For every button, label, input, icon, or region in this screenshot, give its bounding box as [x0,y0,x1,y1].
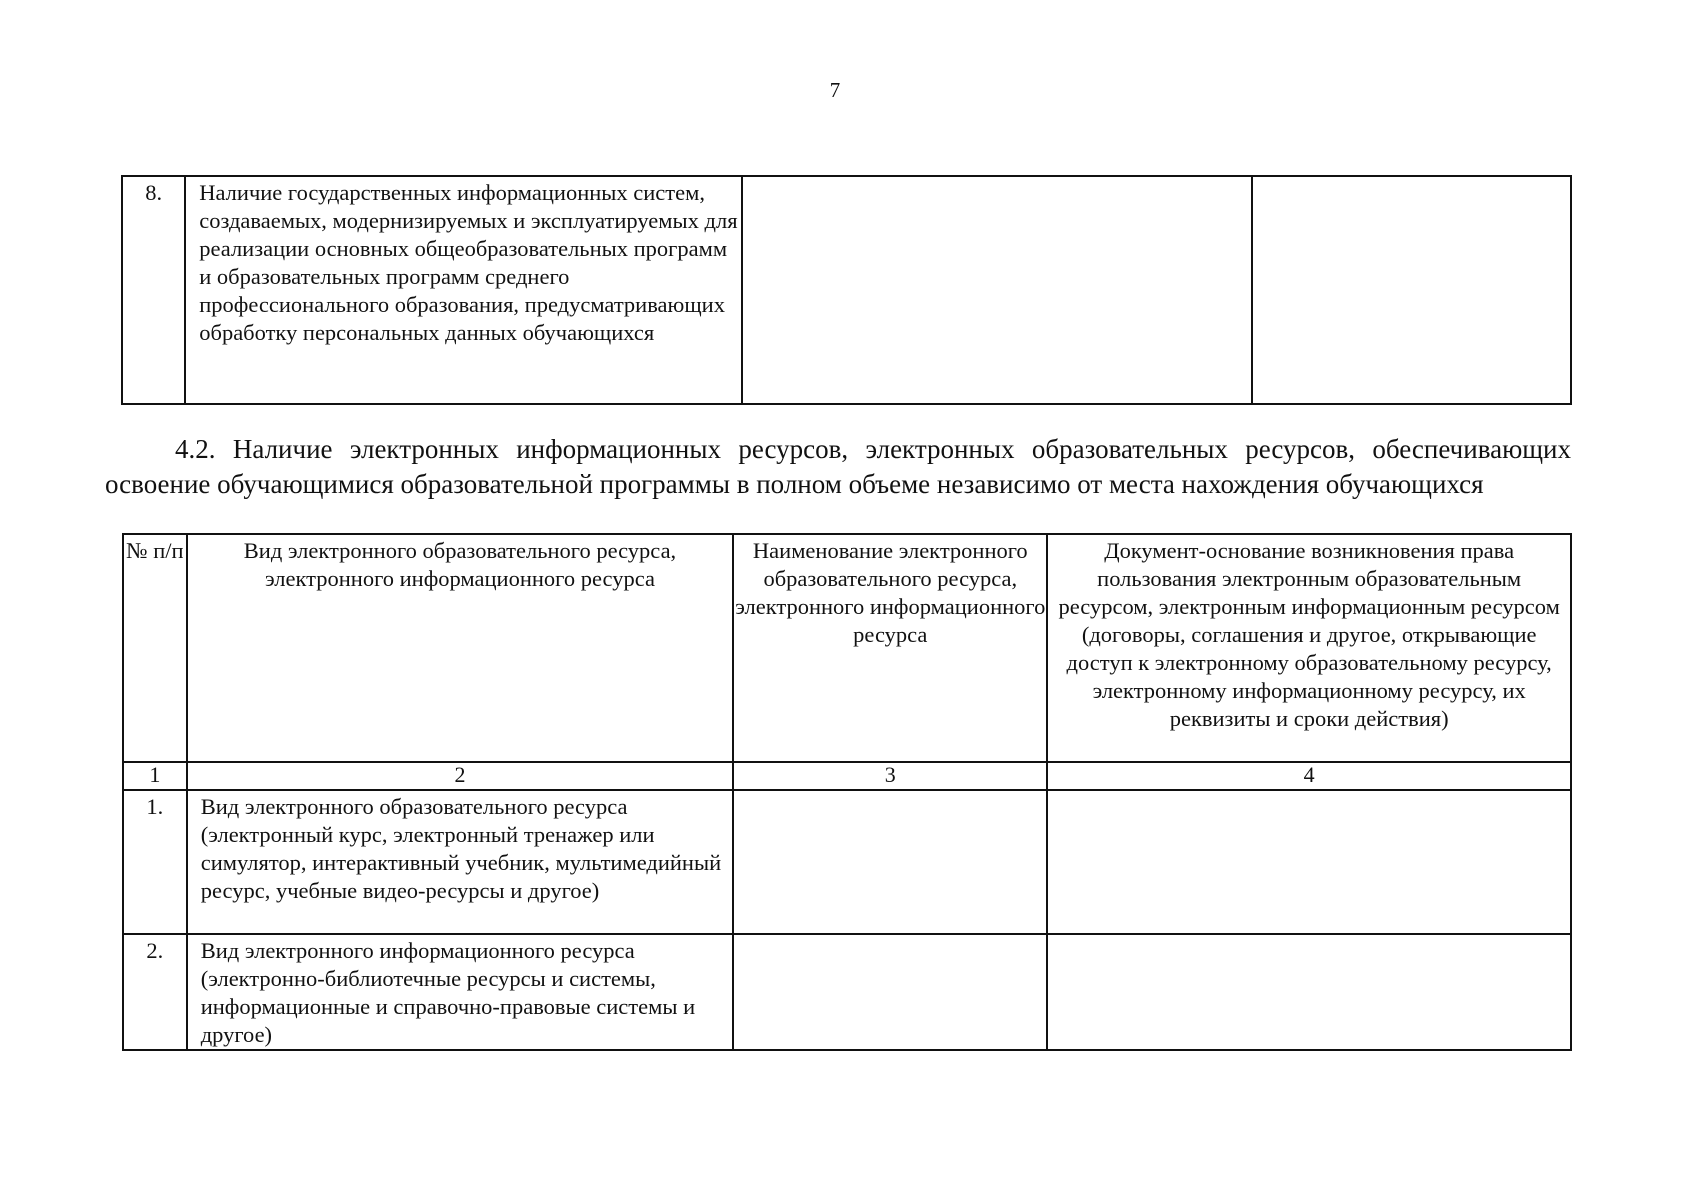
row-description: Вид электронного информационного ресурса (электронно-библиотечные ресурсы и системы, информационные и справочно-правовые системы и другое) [187,934,734,1050]
table-row [123,934,1571,1050]
column-number: 2 [187,762,734,790]
row-number: 2. [123,934,187,1050]
section-heading-line1: 4.2. Наличие электронных информационных ресурсов, электронных образовательных ресурсов, обеспечивающих [175,434,1571,464]
header-resource-type: Вид электронного образовательного ресурса, электронного информационного ресурса [187,534,734,762]
table-row [123,790,1571,934]
column-number: 4 [1047,762,1571,790]
empty-cell [1252,176,1571,404]
row-number: 8. [122,176,185,404]
empty-cell [733,790,1047,934]
page-number: 7 [829,78,841,102]
row-description: Вид электронного образовательного ресурса (электронный курс, электронный тренажер или симулятор, интерактивный учебник, мультимедийный ресурс, учебные видео-ресурсы и другое) [187,790,734,934]
empty-cell [742,176,1253,404]
header-number: № п/п [123,534,187,762]
table-row [122,176,1571,404]
section-heading-line2: освоение обучающимися образовательной программы в полном объеме независимо от места нахождения обучающихся [105,469,1484,499]
empty-cell [733,934,1047,1050]
empty-cell [1047,790,1571,934]
table-header-row [123,534,1571,762]
header-resource-name: Наименование электронного образовательного ресурса, электронного информационного ресурса [733,534,1047,762]
column-number: 1 [123,762,187,790]
row-number: 1. [123,790,187,934]
empty-cell [1047,934,1571,1050]
header-basis-document: Документ-основание возникновения права пользования электронным образовательным ресурсом, электронным информационным ресурсом (договоры, соглашения и другое, открывающие доступ к электронному образовательному ресурсу, электронному информационному ресурсу, их реквизиты и сроки действия) [1047,534,1571,762]
row-description: Наличие государственных информационных систем, создаваемых, модернизируемых и эксплуатируемых для реализации основных общеобразовательных программ и образовательных программ среднего профессионального образования, предусматривающих обработку персональных данных обучающихся [185,176,742,404]
electronic-resources-table [122,533,1572,1051]
systems-table-continuation [121,175,1572,405]
section-heading [105,432,1571,502]
column-number: 3 [733,762,1047,790]
column-numbers-row [123,762,1571,790]
